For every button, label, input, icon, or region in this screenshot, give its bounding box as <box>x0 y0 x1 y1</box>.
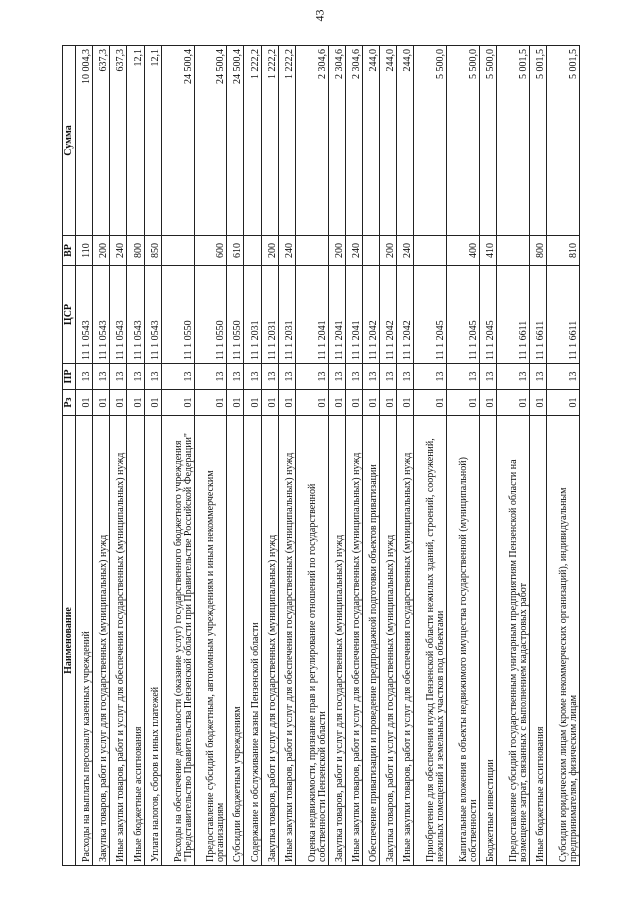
table-row <box>480 46 497 866</box>
cell-csr: 11 1 6611 <box>497 266 530 364</box>
cell-name: Иные закупки товаров, работ и услуг для обеспечения государственных (муниципальных) нужд <box>110 416 127 866</box>
cell-sum: 12,1 <box>144 46 161 236</box>
page-number <box>310 8 330 28</box>
cell-vr: 810 <box>547 236 580 266</box>
cell-csr: 11 1 6611 <box>547 266 580 364</box>
cell-name: Предоставление субсидий государственным унитарным предприятиям Пензенской области на возмещение затрат, связанных с выполнением кадастровых работ <box>497 416 530 866</box>
cell-csr: 11 1 2041 <box>345 266 362 364</box>
cell-rz: 01 <box>194 390 227 416</box>
table-row <box>110 46 127 866</box>
cell-sum: 2 304,6 <box>295 46 328 236</box>
cell-sum: 1 222,2 <box>244 46 261 236</box>
cell-vr: 400 <box>447 236 480 266</box>
cell-name: Оценка недвижимости, признание прав и регулирование отношений по государственной собственности Пензенской области <box>295 416 328 866</box>
cell-vr <box>363 236 380 266</box>
cell-csr: 11 1 0550 <box>227 266 244 364</box>
cell-rz: 01 <box>110 390 127 416</box>
cell-rz: 01 <box>414 390 447 416</box>
cell-vr: 200 <box>93 236 110 266</box>
cell-pr: 13 <box>295 364 328 390</box>
cell-sum: 2 304,6 <box>328 46 345 236</box>
cell-name: Иные бюджетные ассигнования <box>127 416 144 866</box>
cell-rz: 01 <box>480 390 497 416</box>
cell-pr: 13 <box>127 364 144 390</box>
cell-rz: 01 <box>227 390 244 416</box>
cell-csr: 11 1 2041 <box>295 266 328 364</box>
cell-sum: 12,1 <box>127 46 144 236</box>
cell-vr: 410 <box>480 236 497 266</box>
cell-name: Обеспечение приватизации и проведение предпродажной подготовки объектов приватизации <box>363 416 380 866</box>
cell-sum: 5 500,0 <box>480 46 497 236</box>
cell-sum: 5 500,0 <box>447 46 480 236</box>
cell-csr: 11 1 0550 <box>161 266 194 364</box>
cell-sum: 244,0 <box>363 46 380 236</box>
cell-pr: 13 <box>380 364 397 390</box>
cell-csr: 11 1 2045 <box>480 266 497 364</box>
cell-name: Иные закупки товаров, работ и услуг для обеспечения государственных (муниципальных) нужд <box>397 416 414 866</box>
cell-rz: 01 <box>144 390 161 416</box>
cell-sum: 2 304,6 <box>345 46 362 236</box>
page-number-text: 43 <box>312 9 327 22</box>
table-row <box>227 46 244 866</box>
cell-pr: 13 <box>244 364 261 390</box>
cell-sum: 10 004,3 <box>76 46 93 236</box>
table-row <box>363 46 380 866</box>
cell-vr <box>295 236 328 266</box>
table-row <box>76 46 93 866</box>
cell-vr <box>497 236 530 266</box>
cell-name: Иные закупки товаров, работ и услуг для обеспечения государственных (муниципальных) нужд <box>345 416 362 866</box>
cell-sum: 5 500,0 <box>414 46 447 236</box>
cell-sum: 637,3 <box>110 46 127 236</box>
cell-csr: 11 1 2031 <box>278 266 295 364</box>
cell-pr: 13 <box>397 364 414 390</box>
table-row <box>547 46 580 866</box>
table-row <box>93 46 110 866</box>
cell-pr: 13 <box>261 364 278 390</box>
cell-rz: 01 <box>345 390 362 416</box>
cell-sum: 24 500,4 <box>161 46 194 236</box>
cell-pr: 13 <box>161 364 194 390</box>
cell-name: Закупка товаров, работ и услуг для государственных (муниципальных) нужд <box>328 416 345 866</box>
header-rz: Рз <box>63 390 76 416</box>
cell-vr: 850 <box>144 236 161 266</box>
cell-pr: 13 <box>194 364 227 390</box>
cell-vr: 600 <box>194 236 227 266</box>
cell-name: Приобретение для обеспечения нужд Пензенской области нежилых зданий, строений, сооружений, нежилых помещений и земельных участков под объектами <box>414 416 447 866</box>
cell-sum: 244,0 <box>380 46 397 236</box>
cell-name: Субсидии бюджетным учреждениям <box>227 416 244 866</box>
cell-rz: 01 <box>547 390 580 416</box>
cell-csr: 11 1 0550 <box>194 266 227 364</box>
cell-name: Бюджетные инвестиции <box>480 416 497 866</box>
cell-csr: 11 1 2045 <box>414 266 447 364</box>
cell-pr: 13 <box>547 364 580 390</box>
cell-vr: 200 <box>261 236 278 266</box>
table-row <box>397 46 414 866</box>
cell-rz: 01 <box>529 390 546 416</box>
cell-vr: 240 <box>397 236 414 266</box>
cell-pr: 13 <box>144 364 161 390</box>
cell-rz: 01 <box>161 390 194 416</box>
cell-vr: 200 <box>328 236 345 266</box>
budget-table <box>62 45 580 866</box>
cell-vr: 240 <box>278 236 295 266</box>
cell-rz: 01 <box>244 390 261 416</box>
cell-pr: 13 <box>480 364 497 390</box>
table-row <box>194 46 227 866</box>
cell-vr: 610 <box>227 236 244 266</box>
cell-sum: 5 001,5 <box>497 46 530 236</box>
table-row <box>328 46 345 866</box>
table-row <box>529 46 546 866</box>
cell-vr: 800 <box>529 236 546 266</box>
table-row <box>144 46 161 866</box>
cell-pr: 13 <box>328 364 345 390</box>
cell-rz: 01 <box>261 390 278 416</box>
cell-pr: 13 <box>278 364 295 390</box>
cell-pr: 13 <box>345 364 362 390</box>
cell-name: Расходы на выплаты персоналу казенных учреждений <box>76 416 93 866</box>
cell-vr: 240 <box>110 236 127 266</box>
cell-pr: 13 <box>227 364 244 390</box>
cell-vr: 240 <box>345 236 362 266</box>
cell-rz: 01 <box>328 390 345 416</box>
header-csr: ЦСР <box>63 266 76 364</box>
cell-name: Капитальные вложения в объекты недвижимого имущества государственной (муниципальной) собственности <box>447 416 480 866</box>
rotated-table-container <box>62 46 580 866</box>
cell-rz: 01 <box>93 390 110 416</box>
table-row <box>244 46 261 866</box>
cell-sum: 24 500,4 <box>227 46 244 236</box>
header-vr: ВР <box>63 236 76 266</box>
cell-pr: 13 <box>447 364 480 390</box>
table-row <box>380 46 397 866</box>
cell-vr <box>414 236 447 266</box>
table-row <box>278 46 295 866</box>
cell-vr: 110 <box>76 236 93 266</box>
cell-rz: 01 <box>497 390 530 416</box>
cell-csr: 11 1 2031 <box>244 266 261 364</box>
cell-rz: 01 <box>295 390 328 416</box>
cell-sum: 24 500,4 <box>194 46 227 236</box>
cell-name: Закупка товаров, работ и услуг для государственных (муниципальных) нужд <box>261 416 278 866</box>
table-header-row <box>63 46 76 866</box>
cell-csr: 11 1 0543 <box>93 266 110 364</box>
cell-sum: 1 222,2 <box>278 46 295 236</box>
cell-rz: 01 <box>278 390 295 416</box>
header-name: Наименование <box>63 416 76 866</box>
cell-rz: 01 <box>447 390 480 416</box>
cell-name: Содержание и обслуживание казны Пензенской области <box>244 416 261 866</box>
cell-csr: 11 1 2031 <box>261 266 278 364</box>
cell-csr: 11 1 0543 <box>110 266 127 364</box>
cell-rz: 01 <box>380 390 397 416</box>
cell-name: Иные закупки товаров, работ и услуг для обеспечения государственных (муниципальных) нужд <box>278 416 295 866</box>
table-row <box>161 46 194 866</box>
cell-pr: 13 <box>497 364 530 390</box>
cell-csr: 11 1 2041 <box>328 266 345 364</box>
cell-rz: 01 <box>397 390 414 416</box>
header-sum: Сумма <box>63 46 76 236</box>
cell-name: Иные бюджетные ассигнования <box>529 416 546 866</box>
cell-rz: 01 <box>76 390 93 416</box>
cell-pr: 13 <box>363 364 380 390</box>
header-pr: ПР <box>63 364 76 390</box>
cell-pr: 13 <box>529 364 546 390</box>
cell-csr: 11 1 2042 <box>363 266 380 364</box>
cell-vr <box>161 236 194 266</box>
cell-sum: 1 222,2 <box>261 46 278 236</box>
table-row <box>414 46 447 866</box>
cell-sum: 637,3 <box>93 46 110 236</box>
cell-csr: 11 1 2045 <box>447 266 480 364</box>
table-row <box>447 46 480 866</box>
cell-name: Уплата налогов, сборов и иных платежей <box>144 416 161 866</box>
cell-pr: 13 <box>110 364 127 390</box>
cell-rz: 01 <box>127 390 144 416</box>
table-row <box>261 46 278 866</box>
cell-name: Субсидии юридическим лицам (кроме некоммерческих организаций), индивидуальным предпринимателям, физическим лицам <box>547 416 580 866</box>
cell-name: Расходы на обеспечение деятельности (оказание услуг) государственного бюджетного учреждения "Представительство Правительства Пензенской области при Правительстве Российской Федерации" <box>161 416 194 866</box>
table-row <box>295 46 328 866</box>
cell-pr: 13 <box>414 364 447 390</box>
cell-pr: 13 <box>76 364 93 390</box>
cell-name: Закупка товаров, работ и услуг для государственных (муниципальных) нужд <box>93 416 110 866</box>
table-row <box>127 46 144 866</box>
cell-name: Предоставление субсидий бюджетным, автономным учреждениям и иным некоммерческим организациям <box>194 416 227 866</box>
cell-sum: 5 001,5 <box>529 46 546 236</box>
cell-vr: 800 <box>127 236 144 266</box>
cell-csr: 11 1 2042 <box>397 266 414 364</box>
cell-csr: 11 1 6611 <box>529 266 546 364</box>
cell-pr: 13 <box>93 364 110 390</box>
table-body <box>76 46 580 866</box>
cell-csr: 11 1 0543 <box>76 266 93 364</box>
cell-sum: 5 001,5 <box>547 46 580 236</box>
table-row <box>345 46 362 866</box>
cell-name: Закупка товаров, работ и услуг для государственных (муниципальных) нужд <box>380 416 397 866</box>
cell-csr: 11 1 0543 <box>144 266 161 364</box>
cell-rz: 01 <box>363 390 380 416</box>
cell-csr: 11 1 0543 <box>127 266 144 364</box>
table-row <box>497 46 530 866</box>
cell-vr: 200 <box>380 236 397 266</box>
cell-csr: 11 1 2042 <box>380 266 397 364</box>
cell-sum: 244,0 <box>397 46 414 236</box>
cell-vr <box>244 236 261 266</box>
